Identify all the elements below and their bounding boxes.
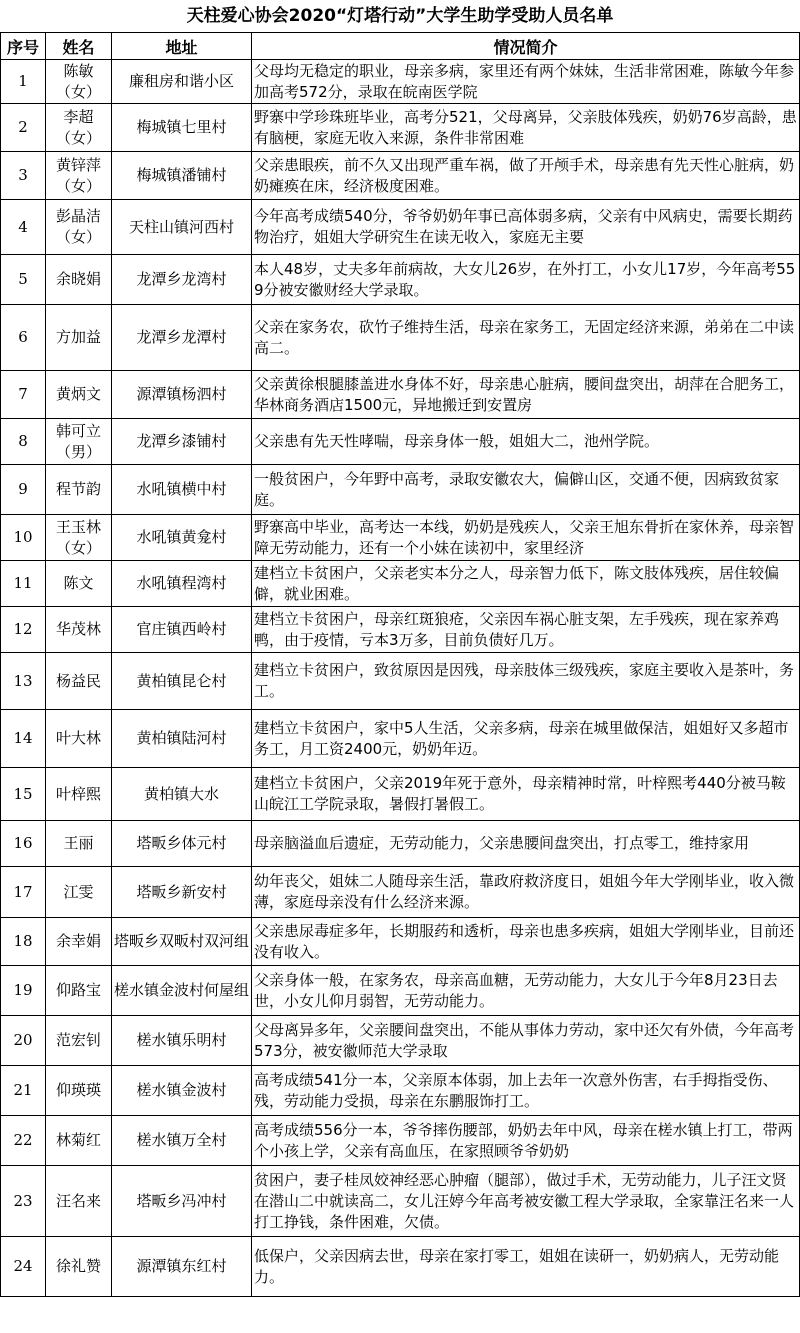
cell-address: 天柱山镇河西村 [112, 200, 252, 255]
cell-address: 塔畈乡体元村 [112, 821, 252, 867]
table-row [1, 1237, 800, 1297]
table-body [1, 60, 800, 1297]
cell-address: 水吼镇横中村 [112, 465, 252, 515]
cell-address: 槎水镇金波村 [112, 1066, 252, 1116]
cell-name: 仰瑛瑛 [46, 1066, 112, 1116]
cell-info: 今年高考成绩540分，爷爷奶奶年事已高体弱多病，父亲有中风病史，需要长期药物治疗，姐姐大学研究生在读无收入，家庭无主要 [252, 200, 800, 255]
cell-address: 塔畈乡双畈村双河组 [112, 918, 252, 966]
table-row [1, 255, 800, 305]
cell-name: 黄炳文 [46, 371, 112, 419]
table-row [1, 60, 800, 104]
cell-address: 塔畈乡新安村 [112, 867, 252, 918]
cell-name: 陈敏 （女） [46, 60, 112, 104]
cell-name: 徐礼赞 [46, 1237, 112, 1297]
cell-address: 水吼镇黄龛村 [112, 515, 252, 561]
cell-seq: 7 [1, 371, 46, 419]
cell-name: 叶梓熙 [46, 768, 112, 821]
cell-name: 林菊红 [46, 1116, 112, 1166]
cell-info: 父亲黄徐根腿膝盖进水身体不好，母亲患心脏病，腰间盘突出，胡萍在合肥务工，华林商务酒店1500元，异地搬迁到安置房 [252, 371, 800, 419]
header-seq: 序号 [1, 33, 46, 60]
cell-name: 杨益民 [46, 653, 112, 710]
cell-name: 仰路宝 [46, 966, 112, 1016]
cell-seq: 16 [1, 821, 46, 867]
cell-address: 龙潭乡漆铺村 [112, 419, 252, 465]
cell-info: 低保户，父亲因病去世，母亲在家打零工，姐姐在读研一，奶奶病人，无劳动能力。 [252, 1237, 800, 1297]
table-row [1, 710, 800, 768]
table-row [1, 104, 800, 152]
cell-name: 程节韵 [46, 465, 112, 515]
cell-seq: 24 [1, 1237, 46, 1297]
cell-seq: 17 [1, 867, 46, 918]
cell-info: 父亲在家务农，砍竹子维持生活，母亲在家务工，无固定经济来源，弟弟在二中读高二。 [252, 305, 800, 371]
cell-seq: 13 [1, 653, 46, 710]
cell-address: 槎水镇乐明村 [112, 1016, 252, 1066]
table-row [1, 1116, 800, 1166]
table-row [1, 152, 800, 200]
table-row [1, 821, 800, 867]
cell-address: 龙潭乡龙潭村 [112, 305, 252, 371]
cell-info: 高考成绩556分一本，爷爷摔伤腰部，奶奶去年中风，母亲在槎水镇上打工，带两个小孩上学，父亲有高血压，在家照顾爷爷奶奶 [252, 1116, 800, 1166]
cell-info: 高考成绩541分一本，父亲原本体弱，加上去年一次意外伤害，右手拇指受伤、残，劳动能力受损，母亲在东鹏服饰打工。 [252, 1066, 800, 1116]
cell-info: 野寨高中毕业，高考达一本线，奶奶是残疾人，父亲王旭东骨折在家休养，母亲智障无劳动能力，还有一个小妹在读初中，家里经济 [252, 515, 800, 561]
table-row [1, 371, 800, 419]
cell-info: 本人48岁，丈夫多年前病故，大女儿26岁，在外打工，小女儿17岁，今年高考559分被安徽财经大学录取。 [252, 255, 800, 305]
table-row [1, 918, 800, 966]
table-row [1, 1166, 800, 1237]
cell-address: 龙潭乡龙湾村 [112, 255, 252, 305]
cell-address: 黄柏镇陆河村 [112, 710, 252, 768]
table-row [1, 867, 800, 918]
table-row [1, 305, 800, 371]
cell-address: 水吼镇程湾村 [112, 561, 252, 607]
cell-seq: 14 [1, 710, 46, 768]
cell-info: 幼年丧父，姐妹二人随母亲生活，靠政府救济度日，姐姐今年大学刚毕业，收入微薄，家庭母亲没有什么经济来源。 [252, 867, 800, 918]
table-row [1, 200, 800, 255]
cell-name: 江雯 [46, 867, 112, 918]
table-row [1, 419, 800, 465]
cell-seq: 8 [1, 419, 46, 465]
cell-address: 塔畈乡冯冲村 [112, 1166, 252, 1237]
cell-name: 范宏钊 [46, 1016, 112, 1066]
cell-info: 建档立卡贫困户，家中5人生活，父亲多病，母亲在城里做保洁，姐姐好又多超市务工，月工资2400元，奶奶年迈。 [252, 710, 800, 768]
cell-name: 陈文 [46, 561, 112, 607]
cell-seq: 6 [1, 305, 46, 371]
cell-info: 一般贫困户，今年野中高考，录取安徽农大，偏僻山区，交通不便，因病致贫家庭。 [252, 465, 800, 515]
cell-info: 父母均无稳定的职业，母亲多病，家里还有两个妹妹，生活非常困难，陈敏今年参加高考572分，录取在皖南医学院 [252, 60, 800, 104]
cell-name: 韩可立 （男） [46, 419, 112, 465]
cell-info: 建档立卡贫困户，致贫原因是因残，母亲肢体三级残疾，家庭主要收入是茶叶，务工。 [252, 653, 800, 710]
cell-seq: 3 [1, 152, 46, 200]
cell-info: 建档立卡贫困户，母亲红斑狼疮，父亲因车祸心脏支架，左手残疾，现在家养鸡鸭，由于疫情，亏本3万多，目前负债好几万。 [252, 607, 800, 653]
cell-seq: 22 [1, 1116, 46, 1166]
table-row [1, 1066, 800, 1116]
cell-seq: 2 [1, 104, 46, 152]
cell-name: 王玉林 （女） [46, 515, 112, 561]
cell-address: 黄柏镇大水 [112, 768, 252, 821]
table-row [1, 515, 800, 561]
header-address: 地址 [112, 33, 252, 60]
table-row [1, 607, 800, 653]
cell-info: 父母离异多年，父亲腰间盘突出，不能从事体力劳动，家中还欠有外债，今年高考573分，被安徽师范大学录取 [252, 1016, 800, 1066]
cell-name: 彭晶洁 （女） [46, 200, 112, 255]
header-name: 姓名 [46, 33, 112, 60]
cell-info: 建档立卡贫困户，父亲老实本分之人，母亲智力低下，陈文肢体残疾，居住较偏僻，就业困难。 [252, 561, 800, 607]
cell-name: 华茂林 [46, 607, 112, 653]
cell-seq: 21 [1, 1066, 46, 1116]
cell-address: 廉租房和谐小区 [112, 60, 252, 104]
cell-address: 源潭镇东红村 [112, 1237, 252, 1297]
cell-address: 黄柏镇昆仑村 [112, 653, 252, 710]
cell-info: 父亲身体一般，在家务农，母亲高血糖，无劳动能力，大女儿于今年8月23日去世，小女儿仰月弱智，无劳动能力。 [252, 966, 800, 1016]
cell-seq: 4 [1, 200, 46, 255]
cell-seq: 11 [1, 561, 46, 607]
table-header-row [1, 33, 800, 60]
cell-address: 梅城镇七里村 [112, 104, 252, 152]
cell-seq: 10 [1, 515, 46, 561]
cell-info: 父亲患眼疾，前不久又出现严重车祸，做了开颅手术，母亲患有先天性心脏病，奶奶瘫痪在床，经济极度困难。 [252, 152, 800, 200]
cell-name: 黄锌萍 （女） [46, 152, 112, 200]
table-row [1, 561, 800, 607]
cell-info: 野寨中学珍珠班毕业，高考分521，父母离异，父亲肢体残疾，奶奶76岁高龄，患有脑梗，家庭无收入来源，条件非常困难 [252, 104, 800, 152]
cell-info: 建档立卡贫困户，父亲2019年死于意外，母亲精神时常，叶梓熙考440分被马鞍山皖江工学院录取，暑假打暑假工。 [252, 768, 800, 821]
cell-address: 槎水镇金波村何屋组 [112, 966, 252, 1016]
cell-seq: 23 [1, 1166, 46, 1237]
cell-seq: 19 [1, 966, 46, 1016]
table-row [1, 768, 800, 821]
table-row [1, 465, 800, 515]
cell-name: 余幸娟 [46, 918, 112, 966]
cell-address: 梅城镇潘铺村 [112, 152, 252, 200]
cell-info: 父亲患有先天性哮喘，母亲身体一般，姐姐大二，池州学院。 [252, 419, 800, 465]
cell-address: 槎水镇万全村 [112, 1116, 252, 1166]
cell-name: 汪名来 [46, 1166, 112, 1237]
page-title: 天柱爱心协会2020“灯塔行动”大学生助学受助人员名单 [186, 6, 614, 26]
cell-address: 源潭镇杨泗村 [112, 371, 252, 419]
cell-name: 方加益 [46, 305, 112, 371]
recipients-table [0, 32, 800, 1297]
cell-name: 王丽 [46, 821, 112, 867]
cell-info: 贫困户，妻子桂凤姣神经恶心肿瘤（腿部），做过手术，无劳动能力，儿子汪文贤在潜山二中就读高二，女儿汪婷今年高考被安徽工程大学录取，全家靠汪名来一人打工挣钱，条件困难，欠债。 [252, 1166, 800, 1237]
cell-name: 叶大林 [46, 710, 112, 768]
cell-name: 余晓娟 [46, 255, 112, 305]
cell-address: 官庄镇西岭村 [112, 607, 252, 653]
cell-info: 父亲患尿毒症多年，长期服药和透析，母亲也患多疾病，姐姐大学刚毕业，目前还没有收入。 [252, 918, 800, 966]
cell-info: 母亲脑溢血后遗症，无劳动能力，父亲患腰间盘突出，打点零工，维持家用 [252, 821, 800, 867]
cell-name: 李超 （女） [46, 104, 112, 152]
cell-seq: 1 [1, 60, 46, 104]
table-row [1, 653, 800, 710]
header-info: 情况简介 [252, 33, 800, 60]
table-row [1, 1016, 800, 1066]
cell-seq: 15 [1, 768, 46, 821]
cell-seq: 20 [1, 1016, 46, 1066]
cell-seq: 18 [1, 918, 46, 966]
cell-seq: 5 [1, 255, 46, 305]
table-row [1, 966, 800, 1016]
cell-seq: 12 [1, 607, 46, 653]
cell-seq: 9 [1, 465, 46, 515]
